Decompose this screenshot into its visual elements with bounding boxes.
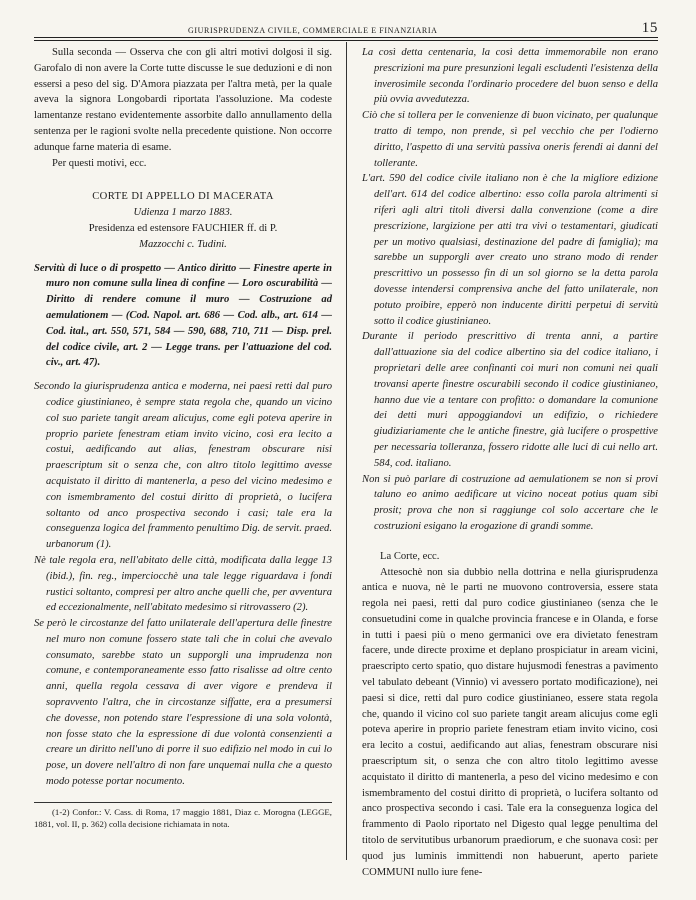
maxim-6: L'art. 590 del codice civile italiano non è che la migliore edizione dell'art. 614 del codice albertino: esso colla parola altrimenti si riferì agli altri titoli diversi dalla convenzione (come a dire prescrizione, largizione per atti tra vivi o testamentari, giudicati per un motivo qualsiasi, destinazione del padre di famiglia); ma sarebbe un supporgli aver creato uno strano modo di render prescrittivo un possesso fin di un sol giorno se la detta parola dovesse intendersi comprensiva anche del fatto unilaterale, non potuto proibire, epperò non inducente diritti perpetui di servitù sotto il codice giustinianeo.: [362, 173, 658, 327]
column-divider: [346, 42, 347, 860]
court-heading: CORTE DI APPELLO DI MACERATA: [92, 191, 274, 203]
presidency-line: Presidenza ed estensore FAUCHIER ff. di P.: [88, 222, 278, 234]
la-corte: La Corte, ecc.: [380, 550, 440, 562]
header-rule-top: [34, 37, 658, 38]
maxim-1: Secondo la giurisprudenza antica e moderna, nei paesi retti dal puro codice giustinianeo, è sempre stata regola che, quando un vicino col suo pariete tangit aream alicujus, come egli poteva aperire in proprio pariete fenestram etiam invito vicino, così era lecito a costui, aedificando aut alias, fenestram obscurare nisi praescriptum sit o senza che, con altro titolo legittimo avesse acquistato il diritto di mantenerla, a peso del vicino medesimo e con ismembramento del costui diritto di proprietà, o lucifera soltanto od anco prospectiva secondo i casi; tale era la conseguenza logica del frammento penultimo Dig. de servit. praed. urbanorum (1).: [34, 381, 332, 551]
maxim-5: Ciò che si tollera per le convenienze di buon vicinato, per qualunque tratto di tempo, non prende, sì pel vecchio che per l'odierno diritto, l'aspetto di una servitù passiva oneris ferendi ai danni del tollerante.: [362, 110, 658, 169]
left-column: [34, 45, 332, 831]
closing-formula: Per questi motivi, ecc.: [52, 157, 147, 169]
right-column: [362, 45, 658, 880]
case-summary: Servitù di luce o di prospetto — Antico diritto — Finestre aperte in muro non comune sulla linea di confine — Loro oscurabilità — Diritto di rendere comune il muro — Costruzione ad aemulationem — (Cod. Napol. art. 686 — Cod. alb., art. 614 — Cod. ital., art. 550, 571, 584 — 590, 688, 710, 711 — Disp. prel. del codice civile, art. 2 — Legge trans. per l'attuazione del cod. civ., art. 47).: [34, 262, 332, 369]
maxim-2: Nè tale regola era, nell'abitato delle città, modificata dalla legge 13 (ibid.), fin. reg., imperciocchè una tale legge riguardava i fondi rustici soltanto, compresi per altro anche quelli che, per avventura ed eccezionalmente, nell'abitato medesimo si ritrovassero (2).: [34, 554, 332, 614]
page-number: 15: [641, 20, 658, 36]
running-title: GIURISPRUDENZA CIVILE, COMMERCIALE E FINANZIARIA: [188, 26, 438, 35]
maxim-3: Se però le circostanze del fatto unilaterale dell'apertura delle finestre nel muro non comune fossero state tali che in colui che avevalo consumato, sarebbe stato un supporgli una imprudenza non comune, e contemporaneamente esso fatto risalisse ad oltre cento anni, quella regola cessava di aver vigore e prendeva il sopravvento l'altra, che in circostanze siffatte, era a presumersi che dovesse, non potendo stare l'espressione di una sola volontà, non fosse stato che la espressione di due volontà consenzienti a creare un diritto nell'uno di porre il suo edifizio nel modo in cui lo pose, un dovere nell'altro di non fare unquemai nulla che a questo modo potesse portar nocumento.: [34, 618, 332, 788]
decision-body: Attesochè non sia dubbio nella dottrina e nella giurisprudenza antica e nuova, nè le parti ne muovono controversia, essere stata regola nei paesi, retti dal puro codice giustinianeo (senza che le consuetudini come in qualche provincia francese e in Olanda, e forse in tutti i paesi più o meno germanici ove era divietato fenestram facere, unde directe proxime et deplano prospiciatur in aream vicini, praescripto certo spatio, quo distare hujusmodi fenestras a pavimento vel tabulato debeant (Vinnio) vi avessero portato modificazione), nei paesi si dice, retti dal puro codice giustinianeo, essere stata regola che, quando il vicino col suo pariete tangit aream alicujus come egli poteva aperire in proprio pariete fenestram etiam invito vicino, così era lecito a costui, aedificando aut alias, fenestram obscurare nisi praescriptum sit, o senza che con altro titolo legittimo avesse acquistato il diritto di mantenerla, a peso del vicino medesimo e con ismembramento del costui diritto di proprietà, o lucifera soltanto od anco prospectiva secondo i casi. Tale era la conseguenza logica del frammento di Paolo riportato nel Digesto qual legge penultima del titolo de servitutibus urbanorum praediorum, e che suonava così: per quod jus luminis immittendi non habuerunt, aperto pariete COMMUNI nullo iure fene-: [362, 566, 658, 878]
hearing-date: Udienza 1 marzo 1883.: [133, 207, 233, 219]
header-rule-bottom: [34, 40, 658, 41]
parties-line: Mazzocchi c. Tudini.: [139, 238, 227, 250]
running-header: [34, 20, 658, 36]
maxim-7: Durante il periodo prescrittivo di trenta anni, a partire dall'attuazione sia del codice albertino sia del codice italiano, i proprietari delle aree confinanti coi muri non comuni nei quali trovansi aperte finestre oscurabili secondo il codice giustinianeo, hanno due vie a tentare con profitto: o domandare la comunione dei detti muri appoggiandovi un edifizio, o richiedere giudiziariamente che le antiche finestre, già lucifere o prospettive per necessaria tolleranza, fossero ridotte alle luci di cui nello art. 584, cod. italiano.: [362, 331, 658, 469]
maxim-4: La così detta centenaria, la così detta immemorabile non erano prescrizioni ma pure presunzioni legali escludenti l'esistenza della inverosimile seconda l'ordinario procedere del buon senso e della più ovvia avvedutezza.: [362, 47, 658, 106]
maxim-8: Non si può parlare di costruzione ad aemulationem se non si provi taluno eo animo aedificare ut vicino noceat potius quam sibi prosit; prova che non si raggiunge col solo accertare che le costruzioni esigano la erogazione di grandi somme.: [362, 473, 658, 532]
footnote: (1-2) Confor.: V. Cass. di Roma, 17 maggio 1881, Diaz c. Morogna (LEGGE, 1881, vol. II, p. 362) colla decisione richiamata in nota.: [34, 806, 332, 830]
previous-case-paragraph: Sulla seconda — Osserva che con gli altri motivi dolgosi il sig. Garofalo di non avere la Corte tutte discusse le sue deduzioni e di non essersi a peso del sig. D'Amora piazzata per l'altra metà, per la quale aveva la signora Longobardi riportata l'assoluzione. Ma codeste lamentanze restano evidentemente assorbite dallo annullamento della sentenza per le ragioni svolte nella precedente quistione. Non occorre adunque farne materia di esame.: [34, 47, 332, 153]
footnote-separator: [34, 802, 332, 803]
